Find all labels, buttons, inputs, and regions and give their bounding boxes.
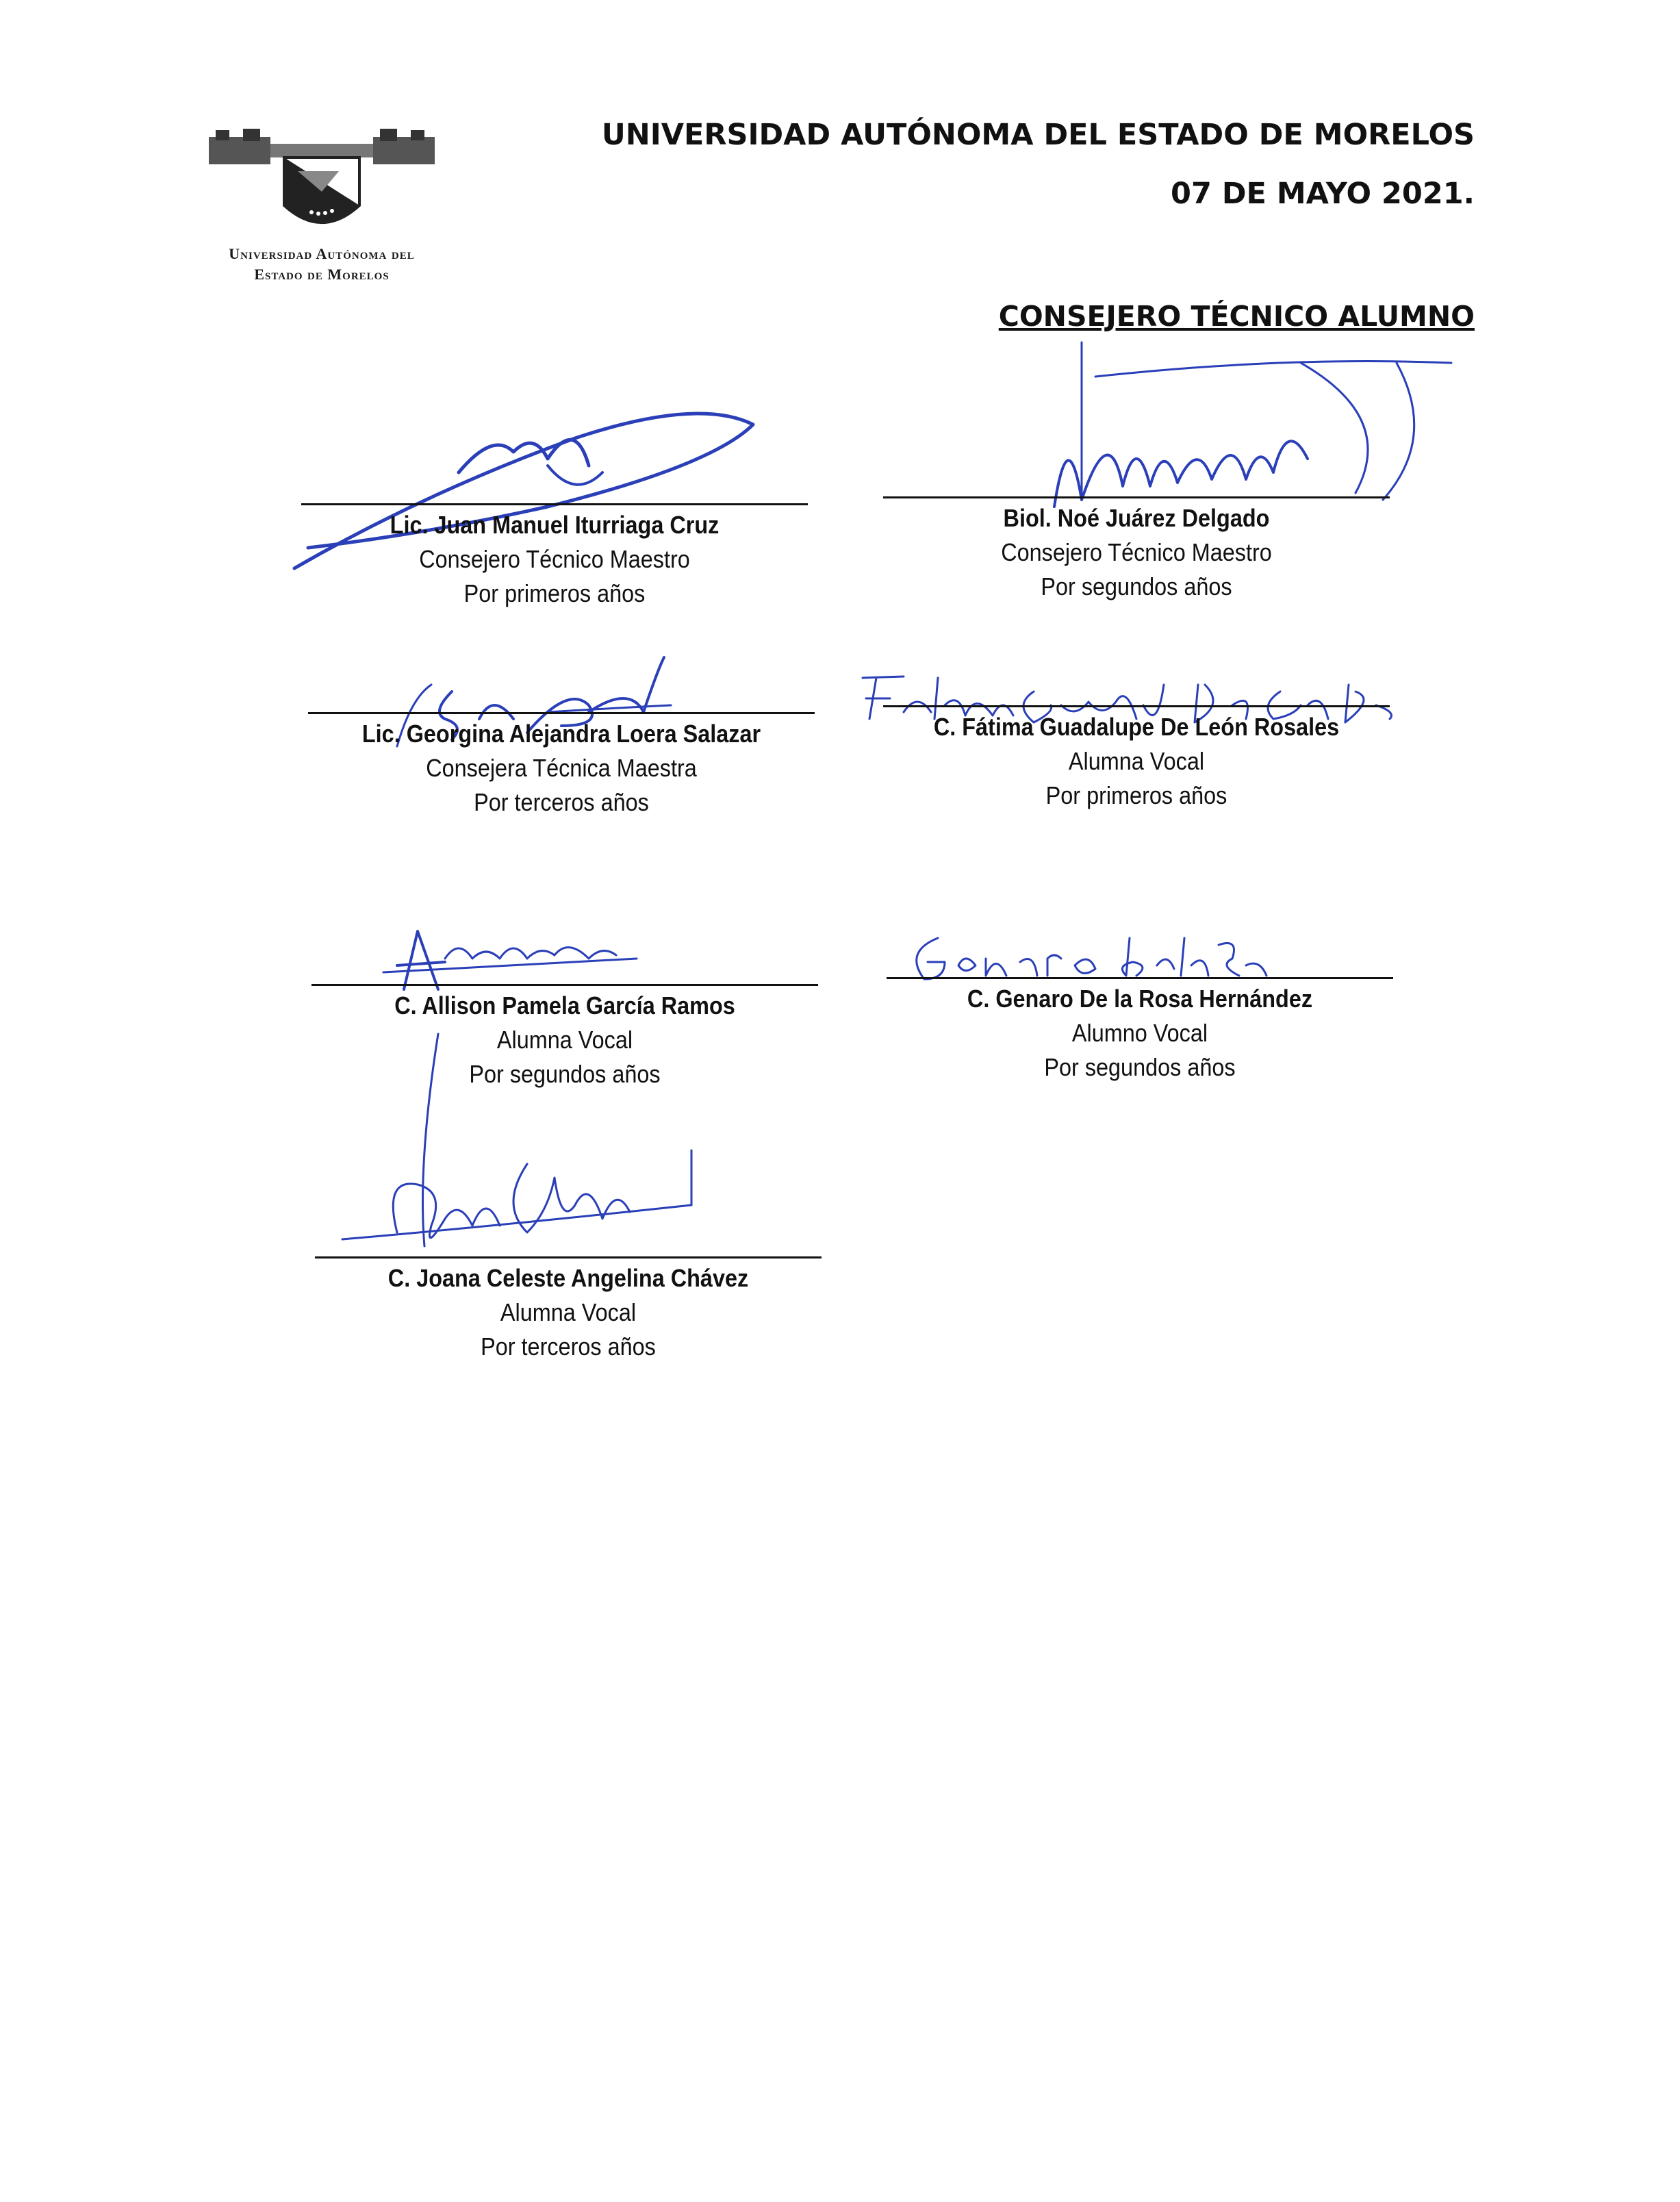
signature-line: [308, 712, 815, 714]
signatory-name: C. Fátima Guadalupe De León Rosales: [933, 713, 1340, 741]
signatory-year: Por terceros años: [481, 1332, 656, 1361]
signatory-name: Lic. Juan Manuel Iturriaga Cruz: [390, 511, 720, 539]
signatory-name: C. Genaro De la Rosa Hernández: [967, 985, 1313, 1013]
signature-line: [301, 503, 808, 505]
signatory-year: Por primeros años: [463, 579, 646, 607]
signature-block-garcia: [311, 984, 818, 1091]
signatory-role: Alumna Vocal: [1068, 747, 1205, 775]
logo-caption-line1: Universidad Autónoma del: [229, 245, 415, 262]
university-title: UNIVERSIDAD AUTÓNOMA DEL ESTADO DE MORELOS: [601, 118, 1475, 152]
signatory-role: Consejero Técnico Maestro: [419, 545, 690, 573]
signatory-role: Alumna Vocal: [500, 1298, 637, 1326]
signature-line: [311, 984, 818, 986]
signature-line: [883, 496, 1390, 498]
signature-block-deleon: [883, 705, 1390, 813]
signatory-year: Por primeros años: [1045, 781, 1227, 809]
signature-line: [883, 705, 1390, 707]
signature-block-angelina: [315, 1256, 822, 1364]
logo-caption: [192, 244, 452, 285]
signature-block-delarosa: [887, 977, 1393, 1085]
signatory-year: Por terceros años: [474, 788, 649, 816]
university-seal-logo: [202, 123, 442, 240]
signature-block-juarez: [883, 496, 1390, 604]
signatory-year: Por segundos años: [1041, 572, 1232, 600]
signature-line: [315, 1256, 822, 1258]
signatory-role: Consejera Técnica Maestra: [426, 754, 697, 782]
logo-caption-line2: Estado de Morelos: [254, 266, 390, 283]
signatory-role: Consejero Técnico Maestro: [1001, 538, 1272, 566]
signatory-name: Biol. Noé Juárez Delgado: [1003, 504, 1270, 532]
signatory-name: Lic. Georgina Alejandra Loera Salazar: [361, 720, 761, 748]
signature-block-loera: [308, 712, 815, 820]
signature-line: [887, 977, 1393, 979]
signatory-year: Por segundos años: [469, 1060, 661, 1088]
signature-juarez: [1013, 336, 1492, 514]
signature-garcia: [363, 917, 650, 993]
signatory-role: Alumno Vocal: [1071, 1019, 1208, 1047]
document-date: 07 DE MAYO 2021.: [1171, 177, 1475, 211]
signatory-name: C. Allison Pamela García Ramos: [394, 991, 735, 1020]
signatory-role: Alumna Vocal: [496, 1026, 633, 1054]
signatory-year: Por segundos años: [1044, 1053, 1236, 1081]
section-heading: CONSEJERO TÉCNICO ALUMNO: [998, 300, 1475, 333]
signatory-name: C. Joana Celeste Angelina Chávez: [387, 1264, 749, 1292]
signature-block-iturriaga: [301, 503, 808, 611]
